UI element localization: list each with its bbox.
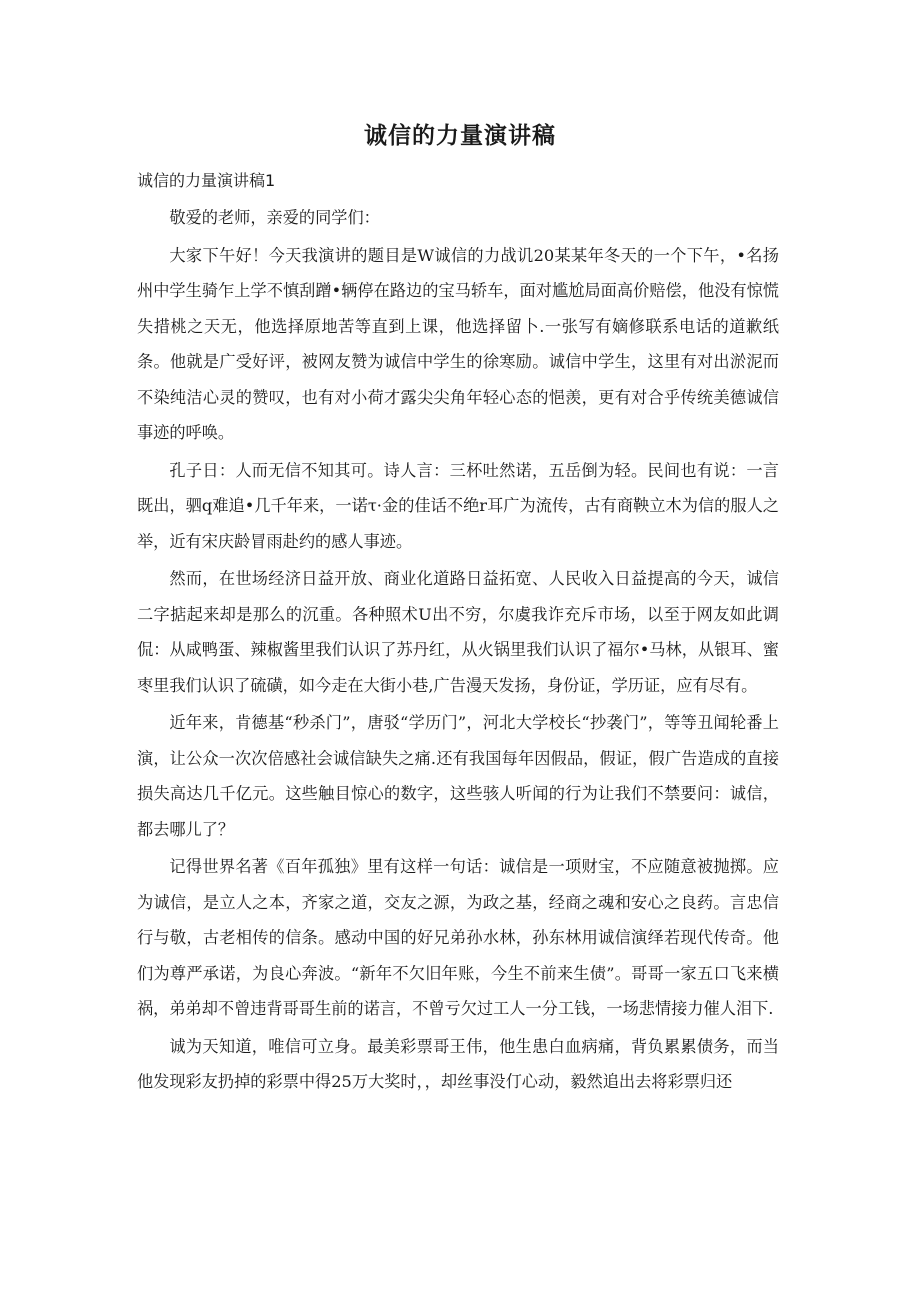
paragraph: 大家下午好！今天我演讲的题目是W诚信的力战讥20某某年冬天的一个下午，•名扬州中学生骑乍上学不慎刮蹭•辆停在路边的宝马轿车，面对尴尬局面高价赔偿，他没有惊慌失措桃之天无，他选择原地苦等直到上课，他选择留卜.一张写有嫡修联系电话的道歉纸条。他就是广受好评，被网友赞为诚信中学生的徐寒励。诚信中学生，这里有对出淤泥而不染纯洁心灵的赞叹，也有对小荷才露尖尖角年轻心态的悒羡，更有对合乎传统美德诚信事迹的呼唤。 (137, 245, 779, 442)
paragraph: 孔子日：人而无信不知其可。诗人言：三杯吐然诺，五岳倒为轻。民间也有说：一言既出，驷q难追•几千年来，一诺τ·金的佳话不绝r耳广为流传，古有商鞅立木为信的服人之举，近有宋庆龄冒雨赴约的感人事迹。 (137, 460, 779, 551)
document-body (137, 200, 779, 1102)
document-subtitle: 诚信的力量演讲稿1 (137, 171, 276, 190)
paragraph: 然而，在世场经济日益开放、商业化道路日益拓宽、人民收入日益提高的今天，诚信二字掂起来却是那么的沉重。各种照术U出不穷，尔虞我诈充斥市场，以至于网友如此调侃：从咸鸭蛋、辣椒酱里我们认识了苏丹红，从火锅里我们认识了福尔•马林，从银耳、蜜枣里我们认识了硫磺，如今走在大街小巷,广告漫天发扬，身份证，学历证，应有尽有。 (137, 569, 779, 695)
paragraph: 诚为天知道，唯信可立身。最美彩票哥王伟，他生患白血病痛，背负累累债务，而当他发现彩友扔掉的彩票中得25万大奖时，，却丝事没仃心动，毅然追出去将彩票归还 (137, 1036, 779, 1091)
paragraph: 近年来，肯德基“秒杀门”，唐驳“学历门”，河北大学校长“抄袭门”，等等丑闻轮番上演，让公众一次次倍感社会诚信缺失之痛.还有我国每年因假品，假证，假广告造成的直接损失高达几千亿元。这些触目惊心的数字，这些骇人听闻的行为让我们不禁要问：诚信，都去哪儿了？ (137, 713, 779, 839)
paragraph-salutation: 敬爱的老师，亲爱的同学们： (169, 208, 380, 227)
document-title: 诚信的力量演讲稿 (364, 123, 556, 149)
paragraph: 记得世界名著《百年孤独》里有这样一句话：诚信是一项财宝，不应随意被抛掷。应为诚信，是立人之本，齐家之道，交友之源，为政之基，经商之魂和安心之良药。言忠信行与敬，古老相传的信条。感动中国的好兄弟孙水林，孙东林用诚信演绎若现代传奇。他们为尊严承诺，为良心奔波。“新年不欠旧年账，今生不前来生债”。哥哥一家五口飞来横祸，弟弟却不曾违背哥哥生前的诺言，不曾亏欠过工人一分工钱，一场悲情接力催人泪下. (137, 857, 779, 1018)
